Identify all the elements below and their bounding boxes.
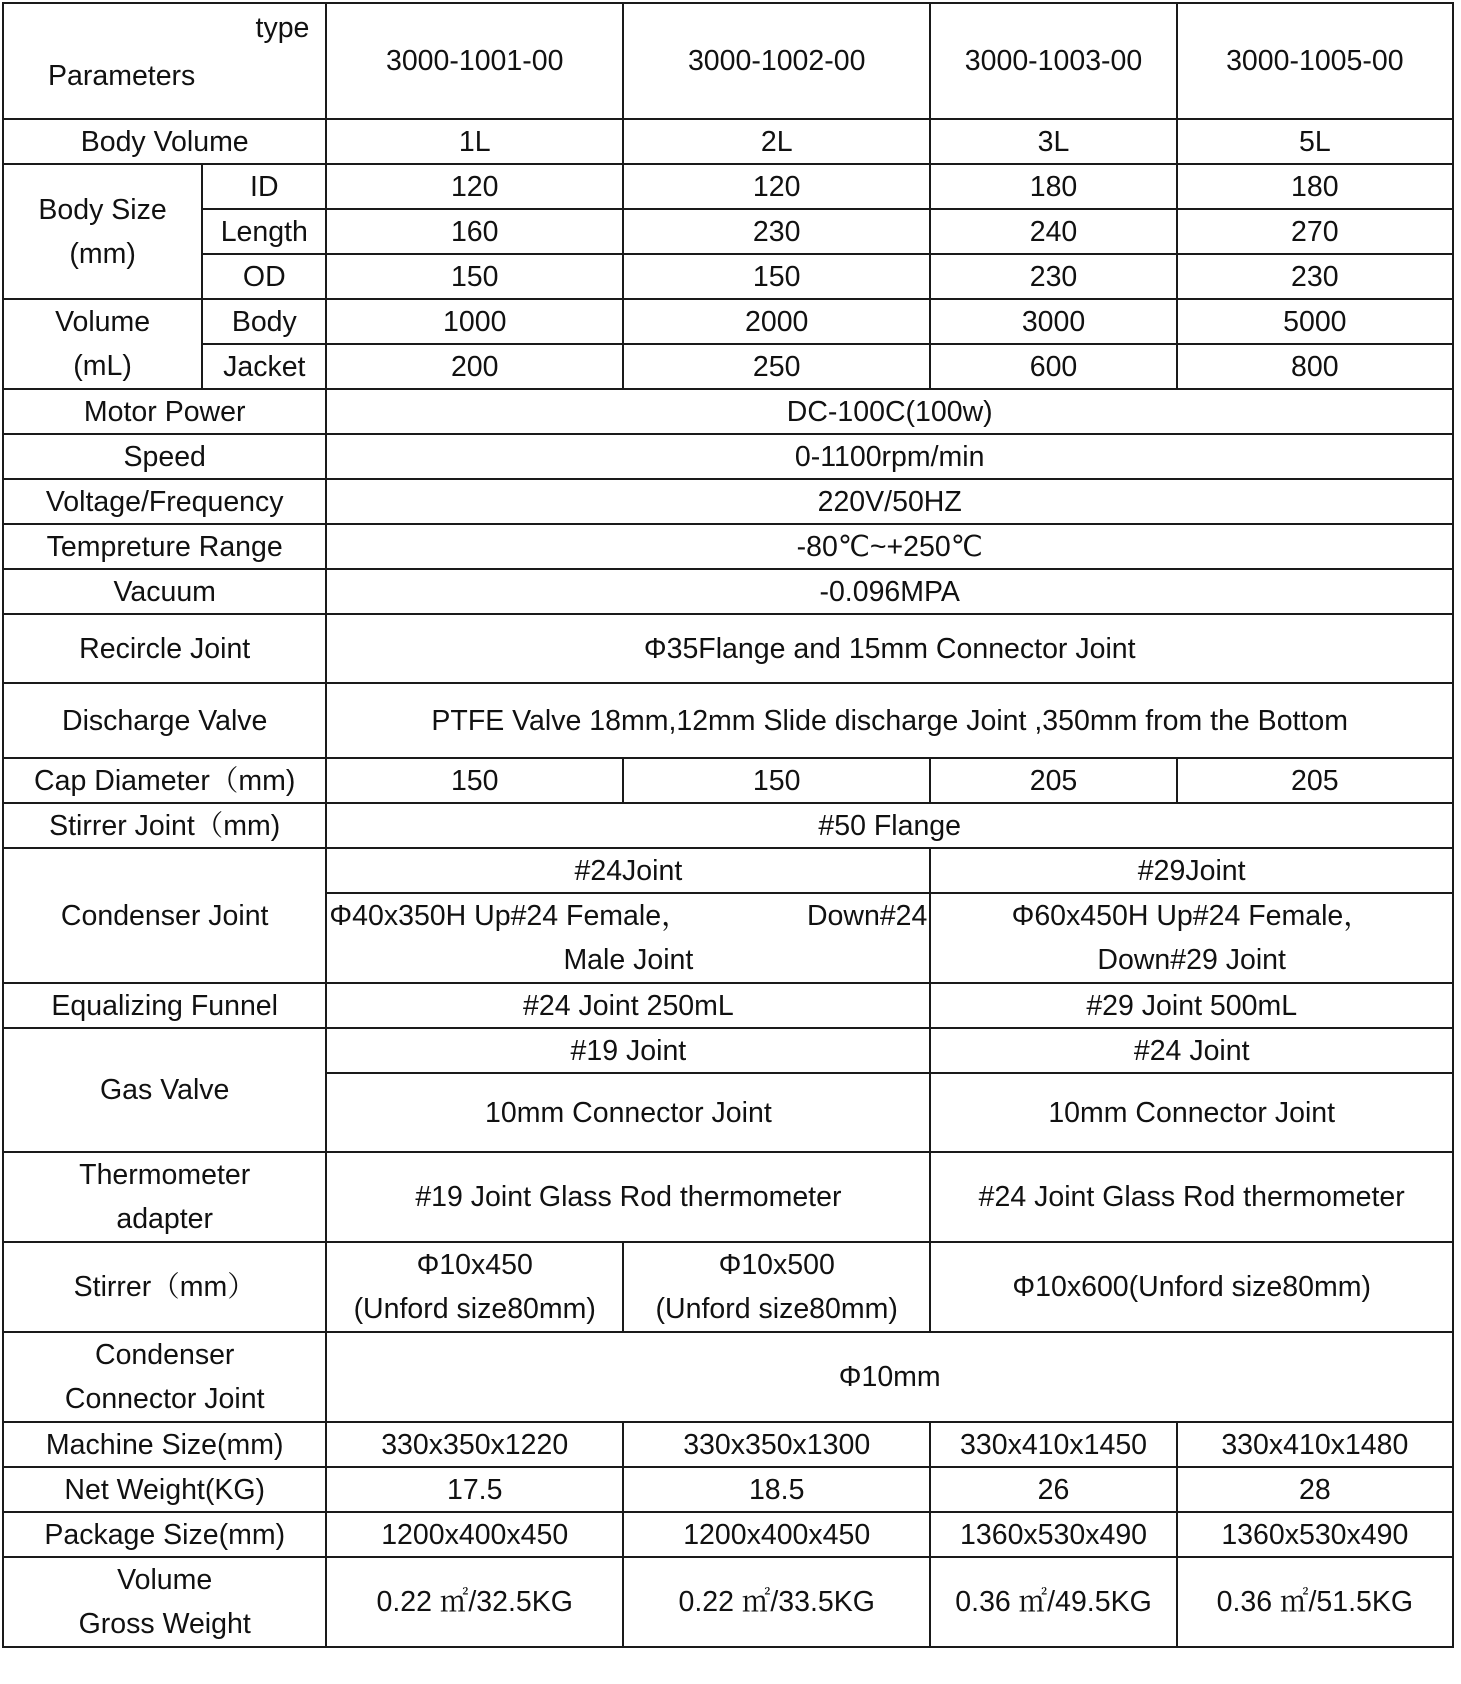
row-label: [3, 299, 202, 389]
motor-power-row: [3, 389, 1453, 434]
row-label-line: (mL): [73, 350, 132, 382]
volume-jacket-row: [3, 344, 1453, 389]
gas-valve-row-1: [3, 1028, 1453, 1073]
model-header: 3000-1005-00: [1177, 3, 1453, 119]
value-text: Φ60x450H Up#24 Female，: [1011, 900, 1372, 932]
volume-body-row: [3, 299, 1453, 344]
value-cell: 1360x530x490: [930, 1512, 1176, 1557]
volume-gross-row: [3, 1557, 1453, 1647]
value-text: Φ10x500: [718, 1249, 835, 1281]
value-cell: #24 Joint 250mL: [326, 983, 930, 1028]
type-label: type: [255, 12, 310, 44]
header-row: [3, 3, 1453, 119]
value-cell: #24 Joint Glass Rod thermometer: [930, 1152, 1453, 1242]
value-cell: -80℃~+250℃: [326, 524, 1453, 569]
value-text: Φ10x450: [416, 1249, 533, 1281]
row-label: Equalizing Funnel: [3, 983, 326, 1028]
value-cell: 205: [1177, 758, 1453, 803]
value-cell: [326, 893, 930, 983]
value-cell: 270: [1177, 209, 1453, 254]
value-cell: 230: [1177, 254, 1453, 299]
value-cell: -0.096MPA: [326, 569, 1453, 614]
value-cell: 230: [930, 254, 1176, 299]
value-cell: 330x410x1480: [1177, 1422, 1453, 1467]
value-cell: [930, 893, 1453, 983]
value-cell: 5000: [1177, 299, 1453, 344]
row-label: Discharge Valve: [3, 683, 326, 758]
row-label: Package Size(mm): [3, 1512, 326, 1557]
row-label: Recircle Joint: [3, 614, 326, 683]
value-cell: 230: [623, 209, 930, 254]
value-cell: Φ10mm: [326, 1332, 1453, 1422]
value-cell: 3L: [930, 119, 1176, 164]
row-label-line: (mm): [69, 237, 136, 270]
value-cell: 600: [930, 344, 1176, 389]
value-cell: 1360x530x490: [1177, 1512, 1453, 1557]
value-cell: 180: [1177, 164, 1453, 209]
row-label: [3, 1152, 326, 1242]
sub-label: ID: [202, 164, 326, 209]
header-corner-cell: [3, 3, 326, 119]
value-cell: 3000: [930, 299, 1176, 344]
condenser-joint-row-1: [3, 848, 1453, 893]
value-cell: 150: [326, 254, 623, 299]
value-cell: 240: [930, 209, 1176, 254]
value-cell: 180: [930, 164, 1176, 209]
value-cell: 18.5: [623, 1467, 930, 1512]
vacuum-row: [3, 569, 1453, 614]
value-cell: PTFE Valve 18mm,12mm Slide discharge Joint ,350mm from the Bottom: [326, 683, 1453, 758]
cap-diameter-row: [3, 758, 1453, 803]
value-cell: 10mm Connector Joint: [930, 1073, 1453, 1152]
value-cell: 330x410x1450: [930, 1422, 1176, 1467]
value-cell: #19 Joint: [326, 1028, 930, 1073]
value-line: [329, 894, 927, 938]
row-label: [3, 1557, 326, 1647]
row-label-line: Volume: [55, 306, 151, 338]
value-cell: Φ10x600(Unford size80mm): [930, 1242, 1453, 1332]
value-cell: 220V/50HZ: [326, 479, 1453, 524]
model-header: 3000-1001-00: [326, 3, 623, 119]
row-label: Condenser Joint: [3, 848, 326, 983]
value-cell: 150: [326, 758, 623, 803]
net-weight-row: [3, 1467, 1453, 1512]
sub-label: Body: [202, 299, 326, 344]
row-label: Stirrer（mm）: [3, 1242, 326, 1332]
row-label: Stirrer Joint（mm): [3, 803, 326, 848]
parameters-label: Parameters: [48, 60, 196, 92]
row-label-line: Connector Joint: [64, 1383, 265, 1415]
value-cell: 150: [623, 254, 930, 299]
value-text: (Unford size80mm): [353, 1293, 596, 1325]
temperature-row: [3, 524, 1453, 569]
row-label: [3, 1332, 326, 1422]
value-cell: 2L: [623, 119, 930, 164]
value-cell: 26: [930, 1467, 1176, 1512]
value-text: Down#24: [806, 900, 928, 932]
condenser-connector-row: [3, 1332, 1453, 1422]
value-cell: 0.22 ㎡/32.5KG: [326, 1557, 623, 1647]
value-cell: [623, 1242, 930, 1332]
sub-label: Jacket: [202, 344, 326, 389]
model-header: 3000-1002-00: [623, 3, 930, 119]
value-cell: 10mm Connector Joint: [326, 1073, 930, 1152]
row-label: Voltage/Frequency: [3, 479, 326, 524]
value-cell: 250: [623, 344, 930, 389]
value-cell: #24 Joint: [930, 1028, 1453, 1073]
value-text: (Unford size80mm): [655, 1293, 898, 1325]
value-cell: #29Joint: [930, 848, 1453, 893]
row-label-line: Volume: [117, 1564, 213, 1596]
body-volume-row: [3, 119, 1453, 164]
sub-label: OD: [202, 254, 326, 299]
voltage-row: [3, 479, 1453, 524]
body-size-od-row: [3, 254, 1453, 299]
value-cell: 1200x400x450: [326, 1512, 623, 1557]
row-label-line: Gross Weight: [78, 1608, 251, 1640]
value-cell: 330x350x1300: [623, 1422, 930, 1467]
value-text: Male Joint: [563, 944, 694, 976]
value-cell: #24Joint: [326, 848, 930, 893]
value-cell: 5L: [1177, 119, 1453, 164]
row-label-line: Thermometer: [79, 1159, 251, 1191]
row-label-line: adapter: [116, 1203, 214, 1235]
row-label: [3, 164, 202, 299]
value-cell: 0.22 ㎡/33.5KG: [623, 1557, 930, 1647]
value-cell: 205: [930, 758, 1176, 803]
row-label: Vacuum: [3, 569, 326, 614]
value-cell: 0.36 ㎡/51.5KG: [1177, 1557, 1453, 1647]
value-cell: DC-100C(100w): [326, 389, 1453, 434]
discharge-row: [3, 683, 1453, 758]
value-text: Down#29 Joint: [1097, 944, 1286, 976]
row-label: Body Volume: [3, 119, 326, 164]
value-cell: 17.5: [326, 1467, 623, 1512]
body-size-length-row: [3, 209, 1453, 254]
row-label: Machine Size(mm): [3, 1422, 326, 1467]
value-cell: 1000: [326, 299, 623, 344]
machine-size-row: [3, 1422, 1453, 1467]
row-label: Cap Diameter（mm): [3, 758, 326, 803]
equalizing-funnel-row: [3, 983, 1453, 1028]
recircle-row: [3, 614, 1453, 683]
value-cell: 0.36 ㎡/49.5KG: [930, 1557, 1176, 1647]
package-size-row: [3, 1512, 1453, 1557]
stirrer-joint-row: [3, 803, 1453, 848]
value-cell: 1200x400x450: [623, 1512, 930, 1557]
row-label: Speed: [3, 434, 326, 479]
spec-table: [2, 2, 1454, 1648]
value-cell: Φ35Flange and 15mm Connector Joint: [326, 614, 1453, 683]
value-cell: 0-1100rpm/min: [326, 434, 1453, 479]
speed-row: [3, 434, 1453, 479]
row-label: Net Weight(KG): [3, 1467, 326, 1512]
value-text: Φ40x350H Up#24 Female，: [329, 900, 690, 932]
row-label: Motor Power: [3, 389, 326, 434]
value-cell: 330x350x1220: [326, 1422, 623, 1467]
row-label: Gas Valve: [3, 1028, 326, 1152]
row-label: Tempreture Range: [3, 524, 326, 569]
value-cell: 200: [326, 344, 623, 389]
value-cell: 28: [1177, 1467, 1453, 1512]
sub-label: Length: [202, 209, 326, 254]
value-cell: 120: [623, 164, 930, 209]
stirrer-row: [3, 1242, 1453, 1332]
value-cell: #19 Joint Glass Rod thermometer: [326, 1152, 930, 1242]
row-label-line: Condenser: [94, 1339, 235, 1371]
value-cell: 2000: [623, 299, 930, 344]
value-cell: #50 Flange: [326, 803, 1453, 848]
value-cell: 800: [1177, 344, 1453, 389]
value-cell: 1L: [326, 119, 623, 164]
body-size-id-row: [3, 164, 1453, 209]
value-cell: 150: [623, 758, 930, 803]
value-cell: 120: [326, 164, 623, 209]
thermometer-row: [3, 1152, 1453, 1242]
row-label-line: Body Size: [38, 193, 167, 226]
value-cell: [326, 1242, 623, 1332]
value-cell: 160: [326, 209, 623, 254]
value-cell: #29 Joint 500mL: [930, 983, 1453, 1028]
model-header: 3000-1003-00: [930, 3, 1176, 119]
